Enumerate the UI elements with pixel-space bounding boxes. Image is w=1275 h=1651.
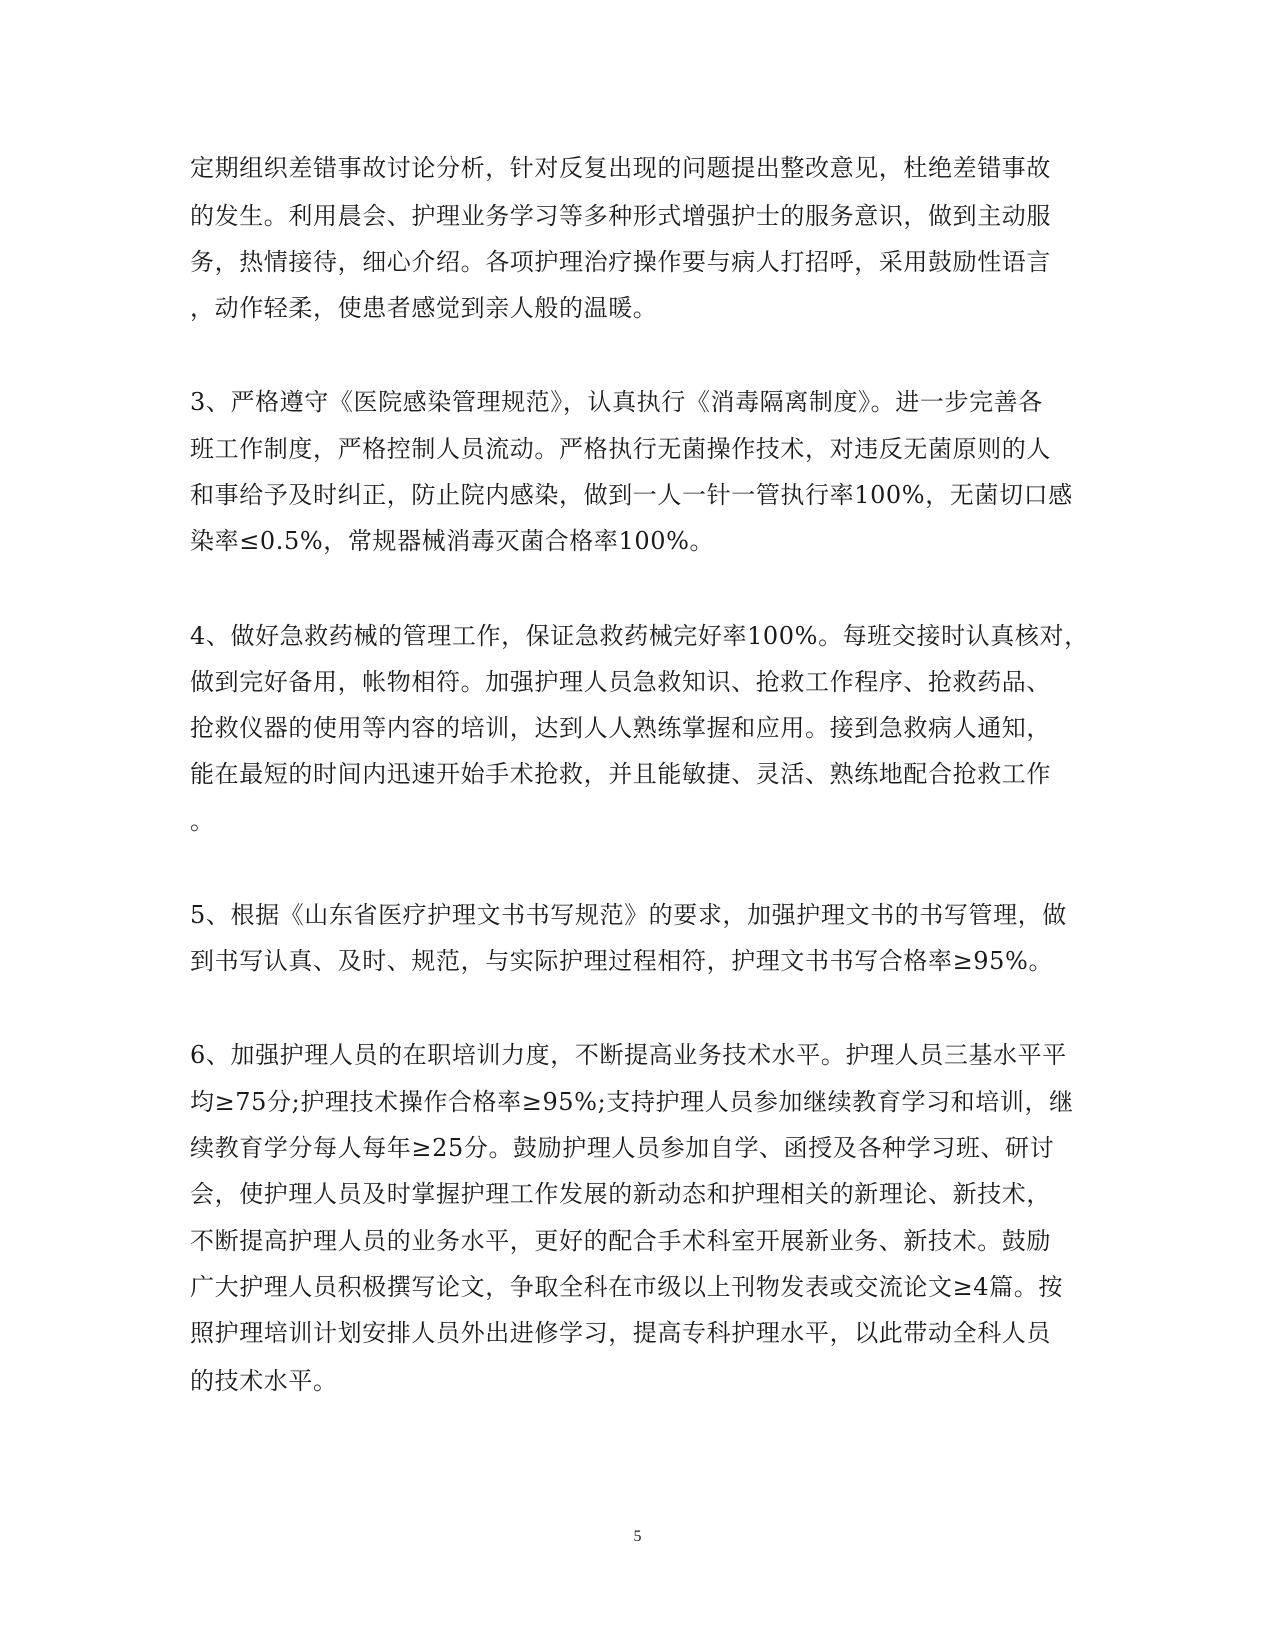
paragraph-5-line-4: 会，使护理人员及时掌握护理工作发展的新动态和护理相关的新理论、新技术， [190,1180,1051,1208]
paragraph-5-line-6: 广大护理人员积极撰写论文，争取全科在市级以上刊物发表或交流论文≥4篇。按 [190,1273,1063,1301]
page-number: 5 [633,1528,642,1545]
paragraph-5-line-1: 6、加强护理人员的在职培训力度，不断提高业务技术水平。护理人员三基水平平 [190,1041,1067,1069]
paragraph-5-line-8: 的技术水平。 [190,1367,338,1395]
paragraph-1-line-3: 务，热情接待，细心介绍。各项护理治疗操作要与病人打招呼，采用鼓励性语言 [190,248,1051,276]
paragraph-1-line-2: 的发生。利用晨会、护理业务学习等多种形式增强护士的服务意识，做到主动服 [190,202,1051,230]
paragraph-1-line-1: 定期组织差错事故讨论分析，针对反复出现的问题提出整改意见，杜绝差错事故 [190,154,1051,182]
paragraph-5-line-2: 均≥75分;护理技术操作合格率≥95%;支持护理人员参加继续教育学习和培训，继 [190,1088,1074,1116]
paragraph-3-line-5: 。 [190,807,215,835]
paragraph-2-line-1: 3、严格遵守《医院感染管理规范》，认真执行《消毒隔离制度》。进一步完善各 [190,388,1043,416]
paragraph-2-line-4: 染率≤0.5%，常规器械消毒灭菌合格率100%。 [190,527,715,555]
paragraph-5-line-7: 照护理培训计划安排人员外出进修学习，提高专科护理水平，以此带动全科人员 [190,1319,1051,1347]
paragraph-4-line-2: 到书写认真、及时、规范，与实际护理过程相符，护理文书书写合格率≥95%。 [190,947,1054,975]
paragraph-5-line-3: 续教育学分每人每年≥25分。鼓励护理人员参加自学、函授及各种学习班、研讨 [190,1134,1055,1162]
paragraph-5-line-5: 不断提高护理人员的业务水平，更好的配合手术科室开展新业务、新技术。鼓励 [190,1227,1051,1255]
paragraph-3-line-4: 能在最短的时间内迅速开始手术抢救，并且能敏捷、灵活、熟练地配合抢救工作 [190,760,1051,788]
paragraph-3-line-2: 做到完好备用，帐物相符。加强护理人员急救知识、抢救工作程序、抢救药品、 [190,668,1051,696]
paragraph-3-line-1: 4、做好急救药械的管理工作，保证急救药械完好率100%。每班交接时认真核对， [190,622,1089,650]
paragraph-2-line-3: 和事给予及时纠正，防止院内感染，做到一人一针一管执行率100%，无菌切口感 [190,481,1073,509]
paragraph-1-line-4: ，动作轻柔，使患者感觉到亲人般的温暖。 [190,294,658,322]
paragraph-3-line-3: 抢救仪器的使用等内容的培训，达到人人熟练掌握和应用。接到急救病人通知， [190,714,1051,742]
paragraph-2-line-2: 班工作制度，严格控制人员流动。严格执行无菌操作技术，对违反无菌原则的人 [190,435,1051,463]
paragraph-4-line-1: 5、根据《山东省医疗护理文书书写规范》的要求，加强护理文书的书写管理，做 [190,901,1067,929]
